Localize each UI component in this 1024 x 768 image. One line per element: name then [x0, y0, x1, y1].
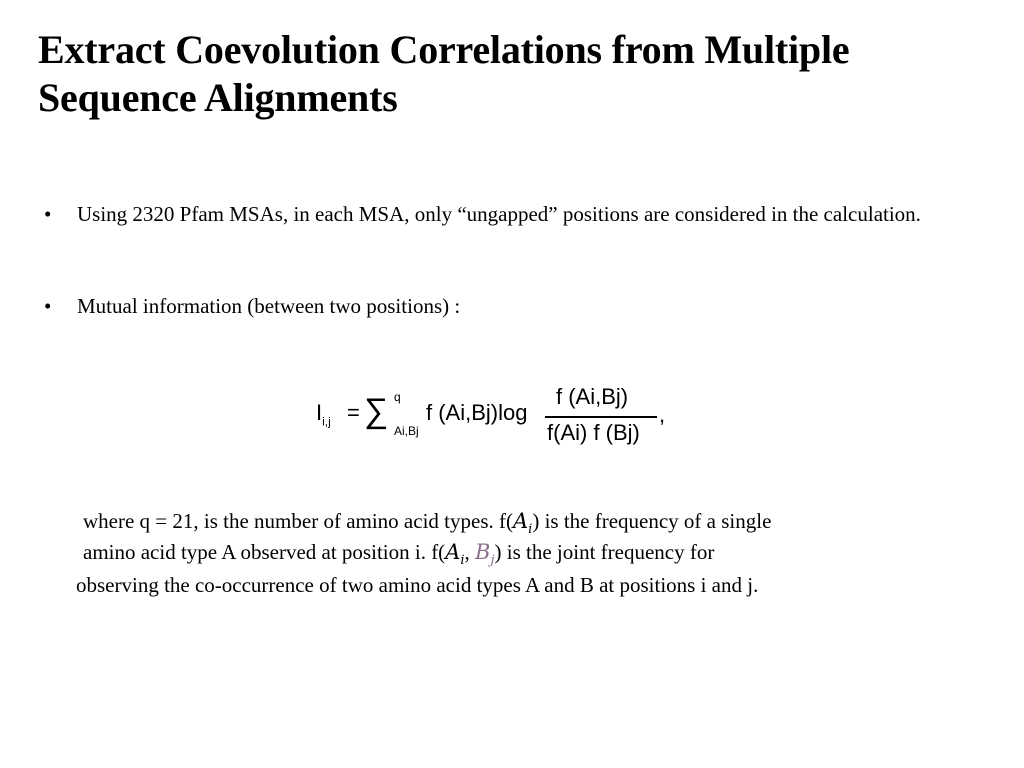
formula-lhs: $I_{i,j}$ [316, 400, 331, 429]
fraction-bar [545, 416, 657, 418]
variable-b-j: $B_j$ [475, 540, 495, 569]
mutual-information-formula [316, 378, 676, 456]
formula-sum-lower: Ai,Bj [394, 424, 419, 438]
explanation-line: where q = 21, is the number of amino acid types. $f(A_i)$ is the frequency of a single [83, 509, 772, 538]
formula-trailing-comma: , [659, 402, 666, 427]
explanation-line: observing the co-occurrence of two amino acid types A and B at positions i and j. [76, 573, 759, 597]
bullet-marker: • [44, 294, 52, 318]
formula-term: f (Ai,Bj)log [426, 400, 528, 425]
formula-sum-upper: q [394, 390, 401, 404]
bullet-item [44, 199, 924, 229]
bullet-marker: • [44, 202, 52, 226]
bullet-text: Using 2320 Pfam MSAs, in each MSA, only “ungapped” positions are considered in the calculation. [77, 202, 921, 226]
slide-title: Extract Coevolution Correlations from Multiple Sequence Alignments [38, 27, 850, 120]
variable-a-i: $A_i$ [512, 509, 533, 538]
formula-equals: = [347, 400, 360, 425]
formula-numerator: f (Ai,Bj) [556, 384, 629, 409]
bullet-text: Mutual information (between two positions) : [77, 294, 461, 318]
explanation-line: amino acid type A observed at position i. $f(A_i$, $B_j$) is the joint frequency for [83, 540, 715, 569]
formula-denominator: f(Ai) f (Bj) [547, 420, 640, 445]
formula-sum-symbol: ∑ [364, 392, 389, 430]
bullet-item [44, 291, 924, 321]
variable-a-i: $A_i$ [445, 540, 465, 569]
